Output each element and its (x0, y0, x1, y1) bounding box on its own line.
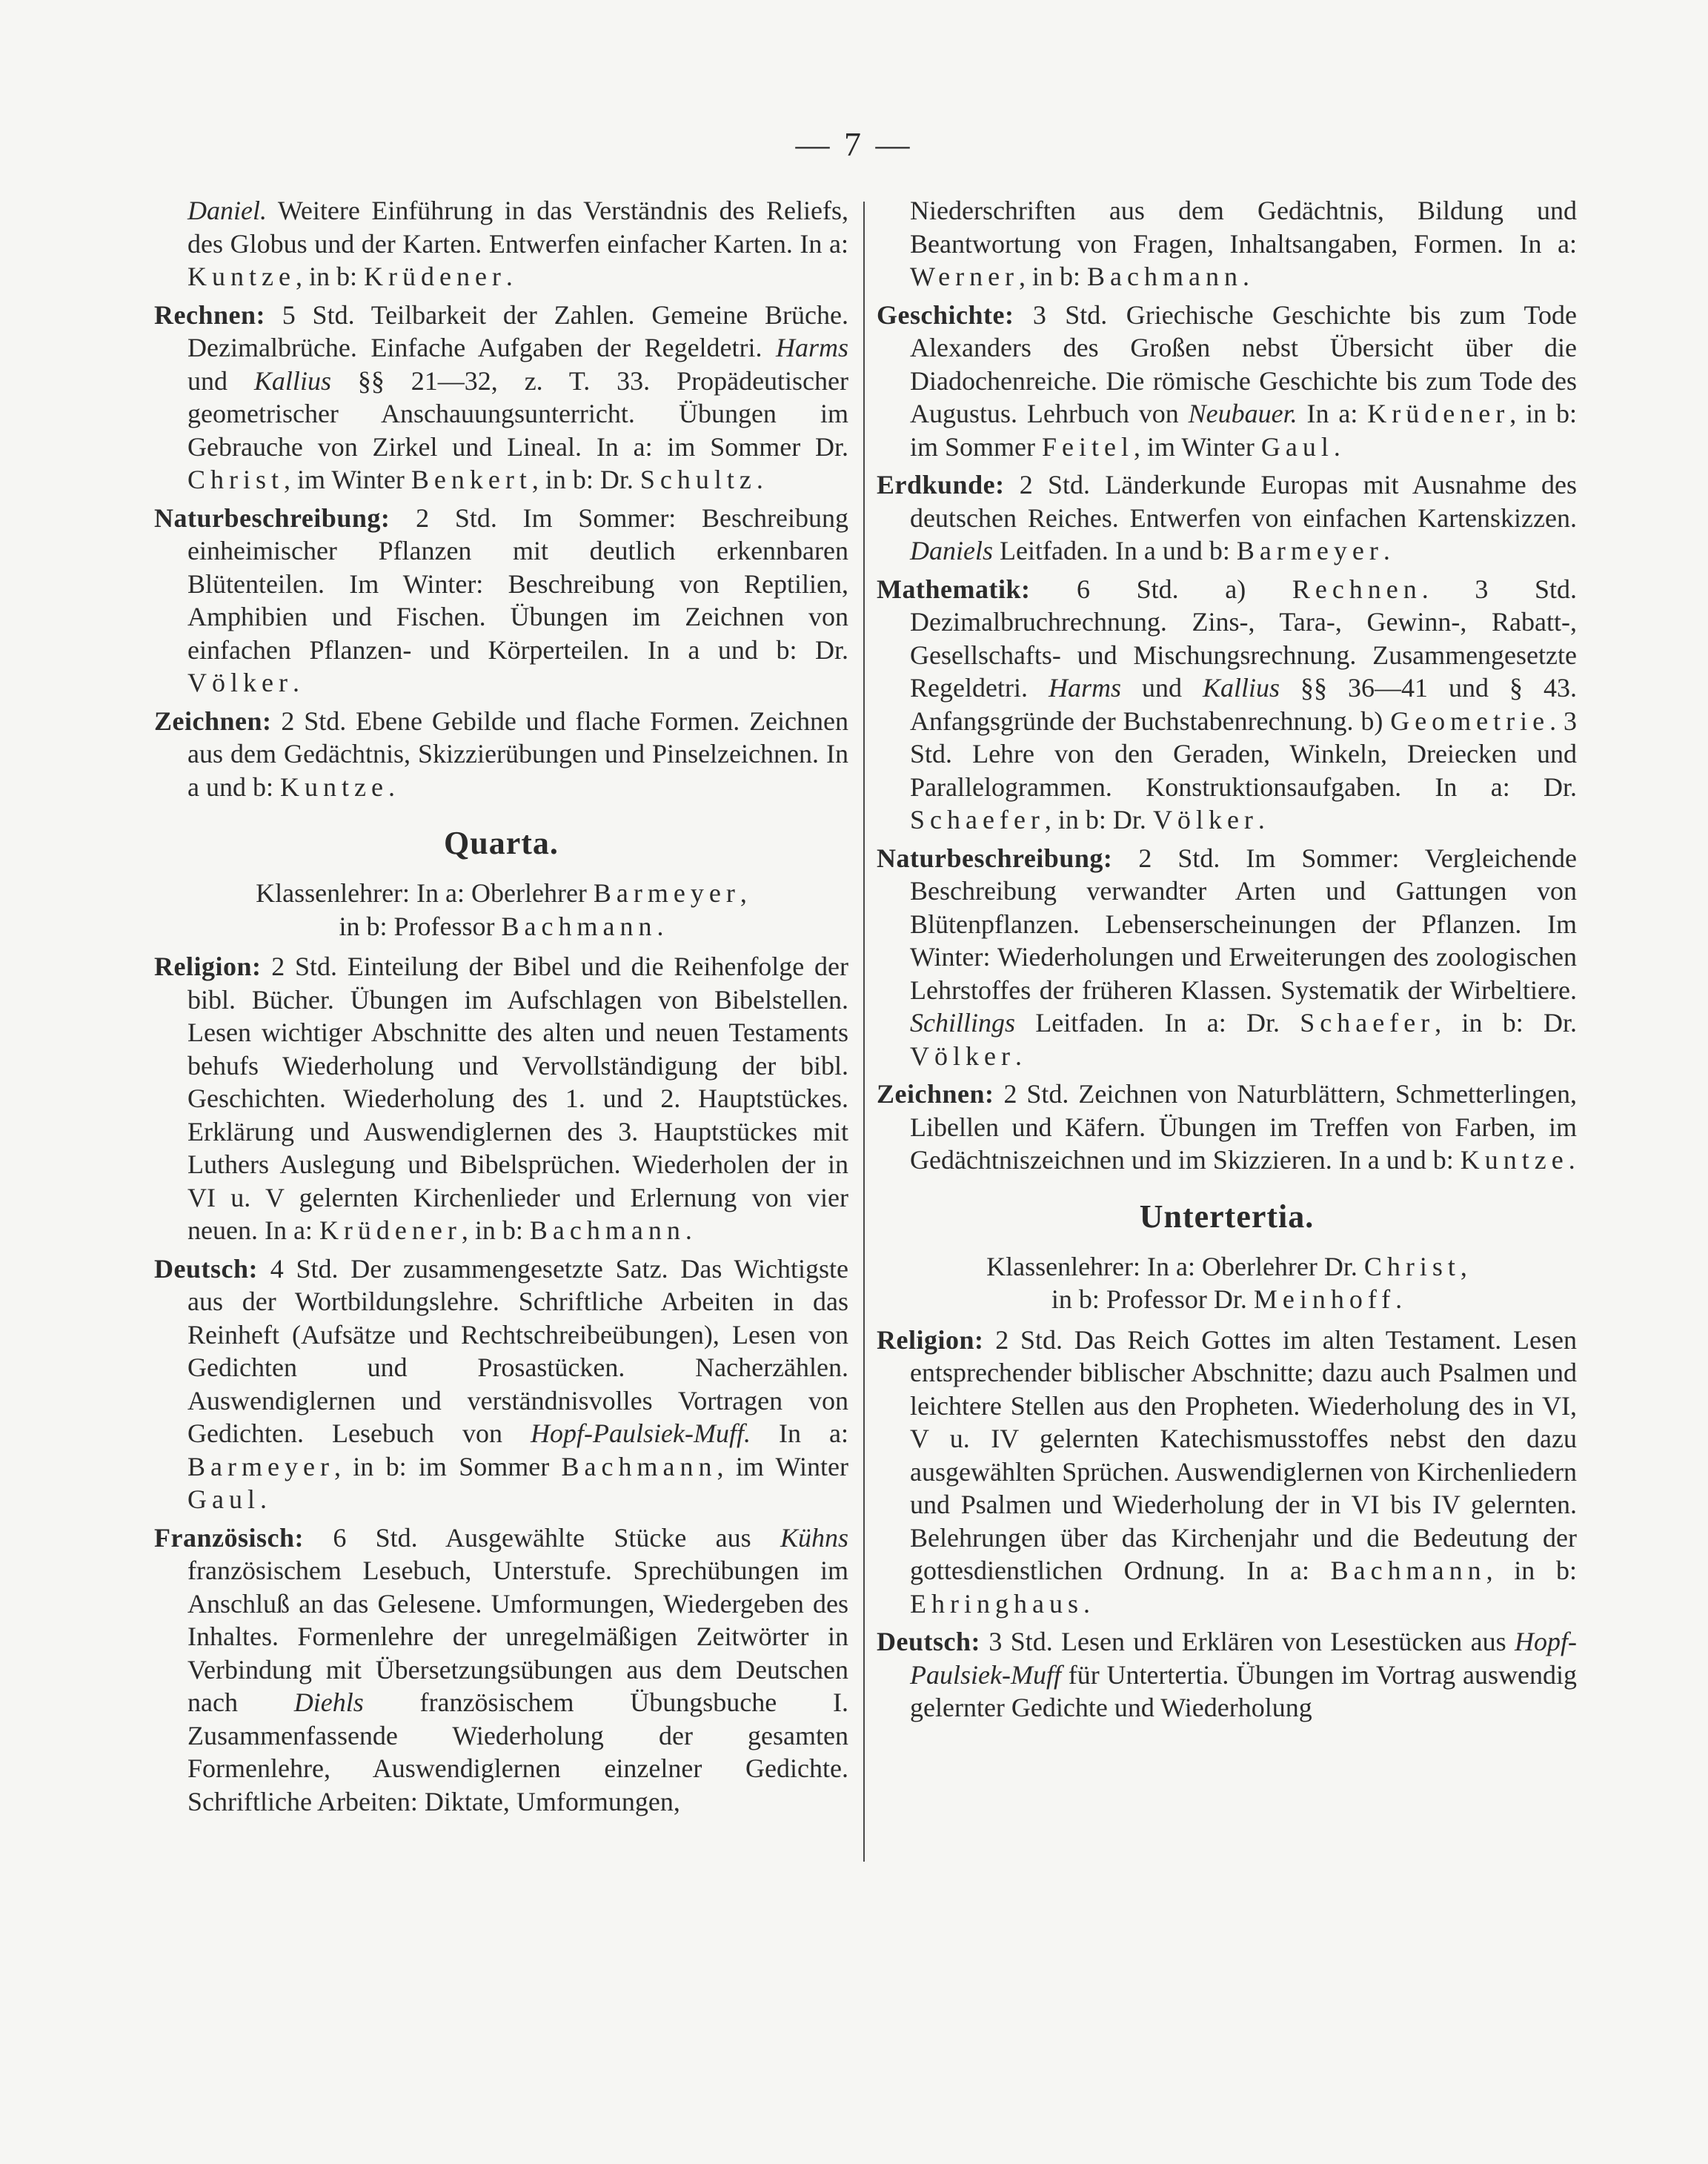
subject-label: Erdkunde: (877, 470, 1005, 499)
mathematik-entry: Mathematik: 6 Std. a) Rechnen. 3 Std. Dezimalbruchrechnung. Zins-, Tara-, Gewinn-, Rabatt-, Gesellschafts- und Mischungsrechnung. Zusammengesetzte Regeldetri. Harms und Kallius §§ 36—41 und § 43. Anfangsgründe der Buchstabenrechnung. b) Geometrie. 3 Std. Lehre von den Geraden, Winkeln, Dreiecken und Parallelogrammen. Konstruktionsaufgaben. In a: Dr. Schaefer, in b: Dr. Völker. (877, 574, 1577, 834)
page-number: — 7 — (795, 125, 913, 163)
deutsch-entry: Deutsch: 4 Std. Der zusammengesetzte Satz. Das Wichtigste aus der Wortbildungslehre. Schriftliche Arbeiten in das Reinheft (Aufsätze und Rechtschreibeübungen), Lesen von Gedichten und Prosastücken. Nacherzählen. Auswendiglernen und verständnisvolles Vortragen von Gedichten. Lesebuch von Hopf-Paulsiek-Muff. In a: Barmeyer, in b: im Sommer Bachmann, im Winter Gaul. (154, 1253, 849, 1514)
rechnen-entry: Rechnen: 5 Std. Teilbarkeit der Zahlen. Gemeine Brüche. Dezimalbrüche. Einfache Aufgaben der Regeldetri. Harms und Kallius §§ 21—32, z. T. 33. Propädeutischer geometrischer Anschauungsunterricht. Übungen im Gebrauche von Zirkel und Lineal. In a: im Sommer Dr. Christ, im Winter Benkert, in b: Dr. Schultz. (154, 299, 849, 494)
quarta-heading: Quarta. (444, 825, 559, 861)
subject-label: Mathematik: (877, 574, 1031, 604)
quarta-klassenlehrer: Klassenlehrer: In a: Oberlehrer Barmeyer, in b: Professor Bachmann. (256, 878, 747, 941)
subject-label: Naturbeschreibung: (154, 502, 391, 533)
subject-label: Deutsch: (877, 1627, 980, 1656)
subject-label: Deutsch: (154, 1253, 258, 1284)
naturbeschreibung-entry: Naturbeschreibung: 2 Std. Im Sommer: Beschreibung einheimischer Pflanzen mit deutlich erkennbaren Blütenteilen. Im Winter: Beschreibung von Reptilien, Amphibien und Fischen. Übungen im Zeichnen von einfachen Pflanzen- und Körperteilen. In a und b: Dr. Völker. (154, 502, 848, 697)
franzoesisch-entry: Französisch: 6 Std. Ausgewählte Stücke aus Kühns französischem Lesebuch, Unterstufe. Sprechübungen im Anschluß an das Gelesene. Umformungen, Wiedergeben des Inhaltes. Formenlehre der unregelmäßigen Zeitwörter in Verbindung mit Übersetzungsübungen aus dem Deutschen nach Diehls französischem Übungsbuche I. Zusammenfassende Wiederholung der gesamten Formenlehre, Auswendiglernen einzelner Gedichte. Schriftliche Arbeiten: Diktate, Umformungen, (154, 1522, 848, 1816)
untertertia-heading: Untertertia. (1139, 1198, 1315, 1235)
subject-label: Französisch: (154, 1522, 304, 1553)
subject-label: Religion: (877, 1324, 984, 1355)
religion-entry: Religion: 2 Std. Einteilung der Bibel und die Reihenfolge der bibl. Bücher. Übungen im Aufschlagen von Bibelstellen. Lesen wichtiger Abschnitte des alten und neuen Testaments behufs Wiederholung und Vervollständigung der bibl. Geschichten. Wiederholung des 1. und 2. Hauptstückes. Erklärung und Auswendiglernen des 3. Hauptstückes mit Luthers Auslegung und Bibelsprüchen. Wiederholen der in VI u. V gelernten Kirchenlieder und Erlernung von vier neuen. In a: Krüdener, in b: Bachmann. (154, 952, 848, 1245)
deutsch-entry: Deutsch: 3 Std. Lesen und Erklären von Lesestücken aus Hopf-Paulsiek-Muff für Untertertia. Übungen im Vortrag auswendig gelernter Gedichte und Wiederholung (877, 1627, 1577, 1722)
zeichnen-entry: Zeichnen: 2 Std. Zeichnen von Naturblättern, Schmetterlingen, Libellen und Käfern. Übungen im Treffen von Farben, im Gedächtniszeichnen und im Skizzieren. In a und b: Kuntze. (877, 1079, 1577, 1175)
subject-label: Rechnen: (154, 299, 265, 330)
geschichte-entry: Geschichte: 3 Std. Griechische Geschichte bis zum Tode Alexanders des Großen nebst Übersicht über die Diadochenreiche. Die römische Geschichte bis zum Tode des Augustus. Lehrbuch von Neubauer. In a: Krüdener, in b: im Sommer Feitel, im Winter Gaul. (877, 299, 1577, 462)
subject-label: Zeichnen: (154, 706, 272, 736)
zeichnen-entry: Zeichnen: 2 Std. Ebene Gebilde und flache Formen. Zeichnen aus dem Gedächtnis, Skizzierübungen und Pinselzeichnen. In a und b: Kuntze. (154, 706, 848, 802)
subject-label: Naturbeschreibung: (877, 843, 1113, 873)
erdkunde-entry: Erdkunde: 2 Std. Länderkunde Europas mit Ausnahme des deutschen Reiches. Entwerfen von einfachen Kartenskizzen. Daniels Leitfaden. In a und b: Barmeyer. (877, 470, 1577, 565)
subject-label: Religion: (154, 952, 262, 981)
daniel-paragraph: Daniel. Weitere Einführung in das Verständnis des Reliefs, des Globus und der Karten. Entwerfen einfacher Karten. In a: Kuntze, in b: Krüdener. (187, 196, 848, 291)
right-column (877, 194, 1577, 1730)
subject-label: Geschichte: (877, 299, 1014, 330)
religion-entry: Religion: 2 Std. Das Reich Gottes im alten Testament. Lesen entsprechender biblischer Abschnitte; dazu auch Psalmen und leichtere Stellen aus den Propheten. Wiederholung des in VI, V u. IV gelernten Katechismusstoffes nebst den dazu ausgewählten Sprüchen. Auswendiglernen von Kirchenliedern und Psalmen und Wiederholung der in VI bis IV gelernten. Belehrungen über das Kirchenjahr und die Bedeutung der gottesdienstlichen Ordnung. In a: Bachmann, in b: Ehringhaus. (877, 1324, 1577, 1619)
naturbeschreibung-entry: Naturbeschreibung: 2 Std. Im Sommer: Vergleichende Beschreibung verwandter Arten und Gattungen von Blütenpflanzen. Lebenserscheinungen der Pflanzen. Im Winter: Wiederholungen und Erweiterungen des zoologischen Lehrstoffes der früheren Klassen. Systematik der Wirbeltiere. Schillings Leitfaden. In a: Dr. Schaefer, in b: Dr. Völker. (877, 843, 1577, 1071)
column-divider (863, 202, 865, 1862)
continuation-paragraph: Niederschriften aus dem Gedächtnis, Bildung und Beantwortung von Fragen, Inhaltsangaben, Formen. In a: Werner, in b: Bachmann. (910, 196, 1577, 291)
subject-label: Zeichnen: (877, 1079, 994, 1109)
left-column (154, 194, 848, 1823)
untertertia-klassenlehrer: Klassenlehrer: In a: Oberlehrer Dr. Christ, in b: Professor Dr. Meinhoff. (986, 1251, 1467, 1314)
